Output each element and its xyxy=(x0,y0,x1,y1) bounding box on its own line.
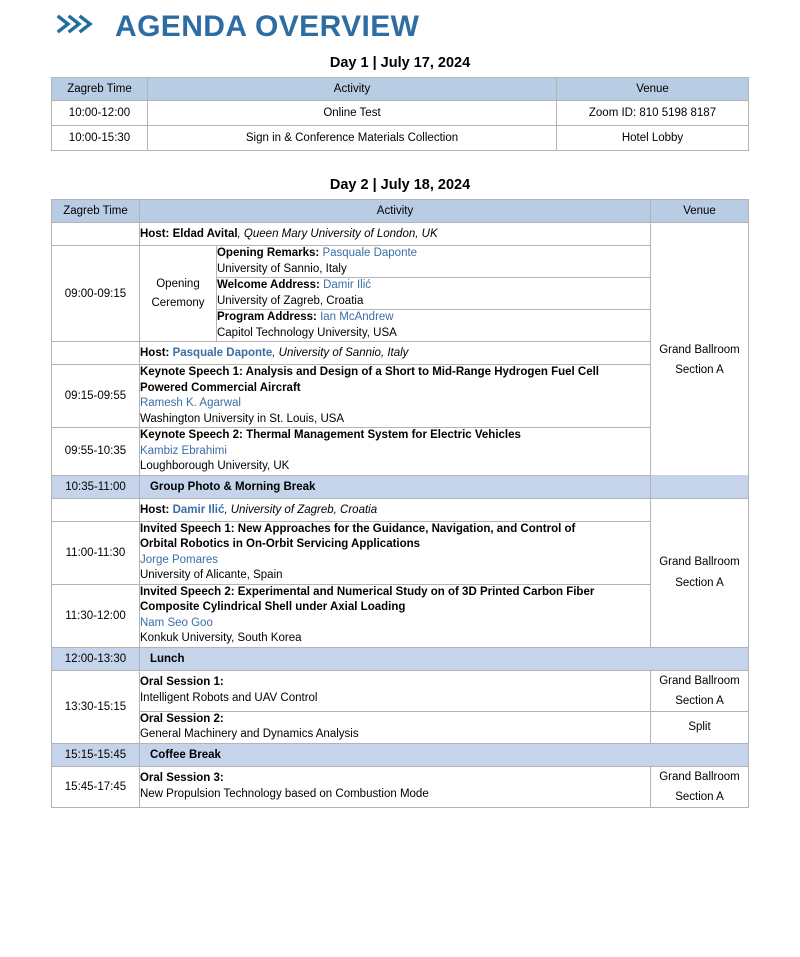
host-row xyxy=(51,342,748,365)
column-header-venue: Venue xyxy=(651,200,749,223)
session-title-line1: Keynote Speech 2: Thermal Management System for Electric Vehicles xyxy=(139,429,521,441)
ceremony-item-title: Program Address: xyxy=(216,311,317,323)
session-row-oral2 xyxy=(51,711,748,743)
row-time: 09:55-10:35 xyxy=(51,428,139,476)
session-title-line2: Composite Cylindrical Shell under Axial Loading xyxy=(139,601,406,613)
break-row xyxy=(51,475,748,498)
ceremony-label-line1: Opening xyxy=(156,278,200,291)
row-venue: Zoom ID: 810 5198 8187 xyxy=(557,101,749,126)
row-activity: Sign in & Conference Materials Collection xyxy=(148,126,557,151)
row-venue: Hotel Lobby xyxy=(557,126,749,151)
session-content xyxy=(139,584,650,647)
ceremony-item xyxy=(216,246,650,278)
page-header xyxy=(0,0,800,50)
row-time-empty xyxy=(51,223,139,246)
venue-line-1: Grand Ballroom xyxy=(659,556,740,569)
triple-chevron-right-icon xyxy=(55,9,95,44)
day1-header-row xyxy=(52,78,749,101)
host-text xyxy=(139,498,650,521)
session-row-oral3 xyxy=(51,766,748,807)
session-content xyxy=(139,521,650,584)
session-row-keynote2 xyxy=(51,428,748,476)
speaker-affiliation: Konkuk University, South Korea xyxy=(139,632,302,644)
ceremony-item xyxy=(216,278,650,310)
day2-header-row xyxy=(51,200,748,223)
venue-line-2: Section A xyxy=(675,576,724,589)
venue-cell-midday xyxy=(651,498,749,647)
row-time: 10:00-12:00 xyxy=(52,101,148,126)
break-label: Lunch xyxy=(139,647,748,670)
venue-cell-oral1 xyxy=(651,670,749,711)
speaker-name: Ramesh K. Agarwal xyxy=(139,397,241,409)
venue-line-1: Grand Ballroom xyxy=(659,770,740,783)
row-time: 10:00-15:30 xyxy=(52,126,148,151)
venue-cell-oral3 xyxy=(651,766,749,807)
session-row-invited1 xyxy=(51,521,748,584)
venue-line-1: Grand Ballroom xyxy=(659,674,740,687)
row-time: 12:00-13:30 xyxy=(51,647,139,670)
host-name: Pasquale Daponte xyxy=(172,347,273,359)
speaker-affiliation: Loughborough University, UK xyxy=(139,460,290,472)
session-content xyxy=(139,428,650,476)
ceremony-item-title: Welcome Address: xyxy=(216,279,320,291)
session-row-keynote1 xyxy=(51,365,748,428)
row-time: 10:35-11:00 xyxy=(51,475,139,498)
speaker-affiliation: Washington University in St. Louis, USA xyxy=(139,412,345,425)
session-row-invited2 xyxy=(51,584,748,647)
speaker-affiliation: University of Alicante, Spain xyxy=(139,569,283,581)
row-activity: Online Test xyxy=(148,101,557,126)
ceremony-label-line2: Ceremony xyxy=(151,296,205,309)
row-time-empty xyxy=(51,498,139,521)
venue-cell-oral2 xyxy=(651,711,749,743)
host-label: Host: xyxy=(139,503,170,516)
session-content xyxy=(139,711,650,743)
venue-line-2: Section A xyxy=(675,790,724,803)
column-header-time: Zagreb Time xyxy=(51,200,139,223)
row-time-empty xyxy=(51,342,139,365)
column-header-venue: Venue xyxy=(557,78,749,101)
speaker-name: Kambiz Ebrahimi xyxy=(139,444,227,457)
session-title-line1: Invited Speech 1: New Approaches for the Guidance, Navigation, and Control of xyxy=(139,522,576,535)
session-title: Oral Session 3: xyxy=(139,772,224,785)
speaker-name: Nam Seo Goo xyxy=(139,616,213,629)
session-title: Oral Session 2: xyxy=(139,712,224,725)
session-title: Oral Session 1: xyxy=(139,676,224,689)
ceremony-item-affiliation: University of Sannio, Italy xyxy=(216,262,347,275)
host-name: Eldad Avital xyxy=(172,228,238,240)
ceremony-item-name: Ian McAndrew xyxy=(320,311,394,323)
session-row-oral1 xyxy=(51,670,748,711)
ceremony-item-affiliation: University of Zagreb, Croatia xyxy=(216,294,364,307)
row-time: 11:00-11:30 xyxy=(51,521,139,584)
venue-line-1: Split xyxy=(688,721,711,734)
host-affiliation: , University of Sannio, Italy xyxy=(272,347,409,359)
session-title-line1: Invited Speech 2: Experimental and Numerical Study on of 3D Printed Carbon Fiber xyxy=(139,585,595,598)
row-time: 11:30-12:00 xyxy=(51,584,139,647)
venue-line-1: Grand Ballroom xyxy=(659,344,740,357)
venue-line-2: Section A xyxy=(675,694,724,707)
page-title: AGENDA OVERVIEW xyxy=(115,9,420,43)
ceremony-item-affiliation: Capitol Technology University, USA xyxy=(216,326,397,339)
host-name: Damir Ilić xyxy=(172,503,225,516)
session-content xyxy=(139,365,650,428)
ceremony-item-title: Opening Remarks: xyxy=(216,247,320,259)
column-header-activity: Activity xyxy=(139,200,650,223)
row-time: 15:15-15:45 xyxy=(51,743,139,766)
column-header-time: Zagreb Time xyxy=(52,78,148,101)
host-text xyxy=(139,223,650,246)
speaker-name: Jorge Pomares xyxy=(139,553,218,566)
ceremony-item-name: Damir Ilić xyxy=(323,279,372,291)
row-time: 13:30-15:15 xyxy=(51,670,139,743)
host-row xyxy=(51,498,748,521)
break-label: Coffee Break xyxy=(139,743,748,766)
table-row xyxy=(52,126,749,151)
session-content xyxy=(139,766,650,807)
row-time: 09:00-09:15 xyxy=(51,246,139,342)
session-topic: New Propulsion Technology based on Combustion Mode xyxy=(139,787,429,800)
table-row xyxy=(52,101,749,126)
break-row xyxy=(51,647,748,670)
ceremony-label xyxy=(139,246,216,342)
session-topic: General Machinery and Dynamics Analysis xyxy=(139,728,359,741)
session-title-line2: Powered Commercial Aircraft xyxy=(139,381,301,394)
ceremony-row-1 xyxy=(51,246,748,278)
ceremony-item-name: Pasquale Daponte xyxy=(322,247,418,259)
host-label: Host: xyxy=(139,347,170,359)
day2-heading: Day 2 | July 18, 2024 xyxy=(329,177,471,193)
venue-line-2: Section A xyxy=(675,364,724,377)
host-label: Host: xyxy=(139,228,170,240)
session-topic: Intelligent Robots and UAV Control xyxy=(139,691,318,704)
ceremony-item xyxy=(216,310,650,342)
host-affiliation: , Queen Mary University of London, UK xyxy=(237,228,438,240)
column-header-activity: Activity xyxy=(148,78,557,101)
row-time: 09:15-09:55 xyxy=(51,365,139,428)
host-text xyxy=(139,342,650,365)
session-title-line1: Keynote Speech 1: Analysis and Design of a Short to Mid-Range Hydrogen Fuel Cell xyxy=(139,366,599,378)
day1-table xyxy=(51,77,749,151)
break-label: Group Photo & Morning Break xyxy=(139,475,748,498)
day1-heading: Day 1 | July 17, 2024 xyxy=(329,55,471,71)
break-row xyxy=(51,743,748,766)
host-row xyxy=(51,223,748,246)
session-title-line2: Orbital Robotics in On-Orbit Servicing Applications xyxy=(139,538,421,550)
host-affiliation: , University of Zagreb, Croatia xyxy=(224,503,378,516)
row-time: 15:45-17:45 xyxy=(51,766,139,807)
day2-table xyxy=(51,199,749,808)
session-content xyxy=(139,670,650,711)
venue-cell-morning xyxy=(651,223,749,499)
